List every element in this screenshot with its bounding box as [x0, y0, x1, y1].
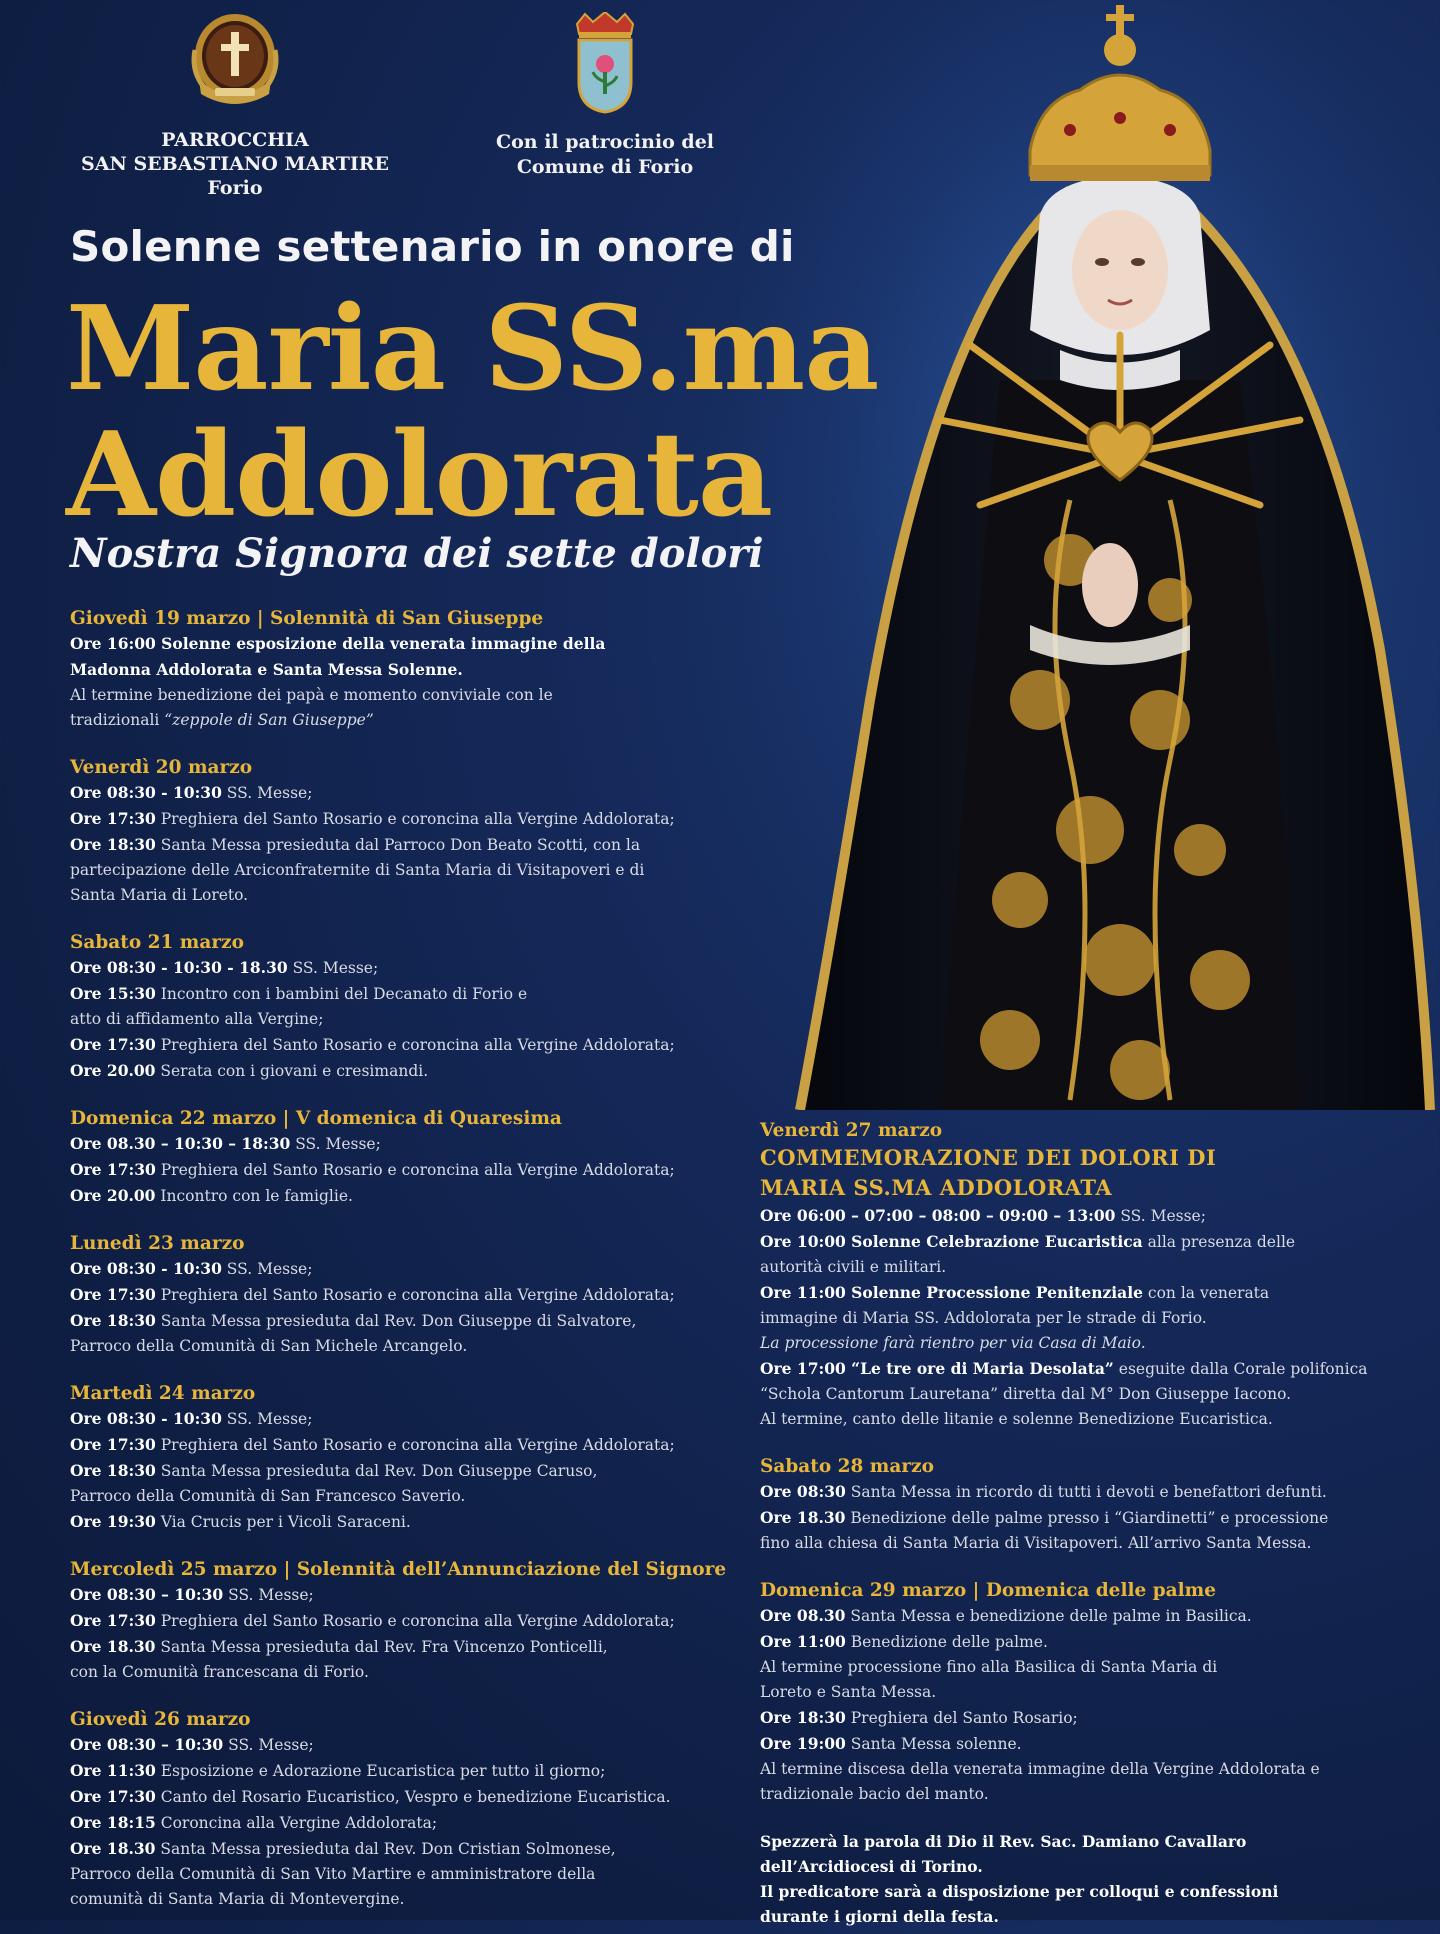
schedule-text: Santa Maria di Loreto. — [70, 886, 249, 904]
schedule-time: Ore 08:30 – 10:30 — [70, 1585, 224, 1604]
schedule-time: Ore 17:30 — [70, 1035, 156, 1054]
schedule-time: Ore 20.00 — [70, 1186, 156, 1205]
schedule-time: Ore 18:30 — [70, 1461, 156, 1480]
schedule-line — [70, 1784, 730, 1810]
schedule-line — [760, 1680, 1400, 1705]
schedule-text: SS. Messe; — [287, 959, 379, 977]
schedule-time: Ore 08:30 – 10:30 — [70, 1735, 224, 1754]
schedule-line — [760, 1705, 1400, 1731]
schedule-line — [70, 1256, 730, 1282]
schedule-line — [760, 1407, 1400, 1432]
schedule-time: Ore 19:30 — [70, 1512, 156, 1531]
schedule-line — [70, 981, 730, 1007]
schedule-text: Canto del Rosario Eucaristico, Vespro e benedizione Eucaristica. — [155, 1788, 671, 1806]
schedule-time: Ore 17:30 — [70, 809, 156, 828]
schedule-line — [760, 1655, 1400, 1680]
day-block — [760, 1118, 1400, 1432]
schedule-text: Preghiera del Santo Rosario e coroncina alla Vergine Addolorata; — [155, 1436, 675, 1454]
schedule-text: con la venerata — [1142, 1284, 1270, 1302]
schedule-line — [70, 1758, 730, 1784]
schedule-text: Santa Messa solenne. — [845, 1735, 1022, 1753]
day-block — [760, 1454, 1400, 1556]
schedule-line — [70, 1334, 730, 1359]
schedule-text: SS. Messe; — [223, 1586, 314, 1604]
schedule-text: Benedizione delle palme. — [845, 1633, 1048, 1651]
schedule-line — [760, 1531, 1400, 1556]
schedule-line — [760, 1382, 1400, 1407]
schedule-italic-text: La processione farà rientro per via Casa di Maio. — [760, 1334, 1146, 1352]
day-block — [70, 1106, 730, 1209]
schedule-line — [70, 1634, 730, 1660]
day-heading: Giovedì 26 marzo — [70, 1709, 251, 1730]
schedule-text: Santa Messa presieduta dal Rev. Don Giuseppe Caruso, — [155, 1462, 598, 1480]
schedule-time: Ore 08:30 - 10:30 — [70, 1259, 222, 1278]
schedule-time: Ore 11:00 — [760, 1632, 846, 1651]
preacher-note-line: Il predicatore sarà a disposizione per colloqui e confessioni — [760, 1882, 1279, 1901]
schedule-time: Ore 18:15 — [70, 1813, 156, 1832]
schedule-time: Ore 18.30 — [70, 1839, 156, 1858]
subtitle: Nostra Signora dei sette dolori — [70, 530, 764, 577]
schedule-time: Ore 17:30 — [70, 1160, 156, 1179]
schedule-time: Ore 15:30 — [70, 984, 156, 1003]
schedule-line — [760, 1331, 1400, 1356]
schedule-text: SS. Messe; — [1115, 1207, 1206, 1225]
schedule-line — [760, 1603, 1400, 1629]
day-heading: Giovedì 19 marzo | Solennità di San Giuseppe — [70, 608, 544, 629]
main-title — [66, 281, 879, 543]
schedule-time: Ore 11:30 — [70, 1761, 156, 1780]
preacher-note-line: dell’Arcidiocesi di Torino. — [760, 1857, 983, 1876]
day-heading: Martedì 24 marzo — [70, 1383, 256, 1404]
schedule-text: Santa Messa presieduta dal Parroco Don Beato Scotti, con la — [155, 836, 641, 854]
day-heading: Mercoledì 25 marzo | Solennità dell’Annunciazione del Signore — [70, 1559, 727, 1580]
patron-header — [470, 12, 740, 180]
day-block — [70, 1557, 730, 1685]
schedule-line — [760, 1505, 1400, 1531]
schedule-line — [70, 1058, 730, 1084]
schedule-line — [70, 1183, 730, 1209]
schedule-time: Ore 17:30 — [70, 1611, 156, 1630]
schedule-line — [760, 1757, 1400, 1782]
schedule-time: Ore 18.30 — [70, 1637, 156, 1656]
schedule-text: fino alla chiesa di Santa Maria di Visitapoveri. All’arrivo Santa Messa. — [760, 1534, 1312, 1552]
schedule-line — [70, 1406, 730, 1432]
schedule-italic-text: “zeppole di San Giuseppe” — [164, 711, 374, 729]
schedule-line — [70, 631, 730, 657]
schedule-right-column — [760, 1118, 1400, 1929]
schedule-line — [70, 708, 730, 733]
day-heading: Sabato 21 marzo — [70, 932, 244, 953]
day-block — [70, 1231, 730, 1359]
schedule-line — [70, 1862, 730, 1887]
schedule-text: alla presenza delle — [1142, 1233, 1296, 1251]
schedule-time: Ore 08:30 - 10:30 - 18.30 — [70, 958, 288, 977]
schedule-text: Loreto e Santa Messa. — [760, 1683, 937, 1701]
schedule-time: Ore 10:00 Solenne Celebrazione Eucaristica — [760, 1232, 1143, 1251]
schedule-text: Serata con i giovani e cresimandi. — [155, 1062, 429, 1080]
day-heading: Domenica 22 marzo | V domenica di Quaresima — [70, 1108, 562, 1129]
schedule-line — [70, 832, 730, 858]
schedule-text: Al termine processione fino alla Basilica di Santa Maria di — [760, 1658, 1218, 1676]
event-kicker: Solenne settenario in onore di — [70, 222, 795, 271]
day-heading: Venerdì 20 marzo — [70, 757, 253, 778]
schedule-line — [760, 1479, 1400, 1505]
schedule-text: Via Crucis per i Vicoli Saraceni. — [155, 1513, 411, 1531]
schedule-text: atto di affidamento alla Vergine; — [70, 1010, 324, 1028]
schedule-time: Ore 17:30 — [70, 1435, 156, 1454]
day-block — [70, 930, 730, 1084]
schedule-text: Parroco della Comunità di San Michele Arcangelo. — [70, 1337, 468, 1355]
day-heading: Sabato 28 marzo — [760, 1456, 934, 1477]
schedule-time: Ore 20.00 — [70, 1061, 156, 1080]
schedule-text: Preghiera del Santo Rosario e coroncina alla Vergine Addolorata; — [155, 1612, 675, 1630]
preacher-note — [760, 1829, 1400, 1929]
comune-coat-of-arms-icon — [571, 12, 639, 114]
schedule-line — [70, 1131, 730, 1157]
schedule-line — [70, 806, 730, 832]
schedule-line — [70, 1484, 730, 1509]
schedule-line — [760, 1731, 1400, 1757]
schedule-text: Al termine benedizione dei papà e momento conviviale con le — [70, 686, 553, 704]
schedule-line — [760, 1306, 1400, 1331]
schedule-text: Incontro con i bambini del Decanato di Forio e — [155, 985, 528, 1003]
schedule-line — [70, 1509, 730, 1535]
schedule-line — [70, 1308, 730, 1334]
parish-cross-emblem-icon — [189, 10, 281, 110]
schedule-text: immagine di Maria SS. Addolorata per le strade di Forio. — [760, 1309, 1207, 1327]
schedule-text: Santa Messa presieduta dal Rev. Fra Vincenzo Ponticelli, — [155, 1638, 608, 1656]
schedule-text: Preghiera del Santo Rosario e coroncina alla Vergine Addolorata; — [155, 1161, 675, 1179]
schedule-text: Benedizione delle palme presso i “Giardinetti” e processione — [845, 1509, 1329, 1527]
schedule-line — [760, 1255, 1400, 1280]
schedule-text: partecipazione delle Arciconfraternite di Santa Maria di Visitapoveri e di — [70, 861, 645, 879]
schedule-text: Esposizione e Adorazione Eucaristica per tutto il giorno; — [155, 1762, 606, 1780]
parish-name-line: PARROCCHIA — [161, 129, 309, 151]
schedule-line — [70, 1660, 730, 1685]
schedule-line — [760, 1629, 1400, 1655]
schedule-line — [70, 1608, 730, 1634]
schedule-line — [70, 1432, 730, 1458]
parish-name-line: Forio — [207, 177, 263, 199]
schedule-text: Santa Messa e benedizione delle palme in Basilica. — [845, 1607, 1252, 1625]
schedule-line — [760, 1203, 1400, 1229]
schedule-text: Al termine, canto delle litanie e solenne Benedizione Eucaristica. — [760, 1410, 1273, 1428]
schedule-text: comunità di Santa Maria di Montevergine. — [70, 1890, 405, 1908]
schedule-time: Ore 08:30 - 10:30 — [70, 1409, 222, 1428]
day-block — [760, 1578, 1400, 1807]
schedule-time: Ore 16:00 Solenne esposizione della venerata immagine della — [70, 634, 606, 653]
day-block — [70, 1381, 730, 1535]
parish-name-line: SAN SEBASTIANO MARTIRE — [81, 153, 389, 175]
day-block — [70, 1707, 730, 1912]
patron-line: Con il patrocinio del — [495, 131, 715, 153]
schedule-line — [760, 1229, 1400, 1255]
schedule-line — [70, 1282, 730, 1308]
schedule-text: Incontro con le famiglie. — [155, 1187, 353, 1205]
schedule-text: Preghiera del Santo Rosario e coroncina alla Vergine Addolorata; — [155, 1036, 675, 1054]
preacher-note-line: durante i giorni della festa. — [760, 1907, 999, 1926]
main-title-line: Maria SS.ma — [66, 281, 879, 417]
schedule-text: autorità civili e militari. — [760, 1258, 947, 1276]
schedule-line — [70, 1810, 730, 1836]
schedule-line — [70, 1032, 730, 1058]
schedule-text: SS. Messe; — [290, 1135, 381, 1153]
schedule-line — [70, 883, 730, 908]
schedule-time: Ore 17:30 — [70, 1285, 156, 1304]
day-heading: Venerdì 27 marzo — [760, 1120, 943, 1141]
schedule-time: Ore 18:30 — [760, 1708, 846, 1727]
schedule-time: Ore 18.30 — [760, 1508, 846, 1527]
day-block — [70, 606, 730, 733]
addolorata-statue-image — [740, 0, 1440, 1110]
schedule-line — [70, 1582, 730, 1608]
schedule-line — [70, 780, 730, 806]
schedule-text: Santa Messa presieduta dal Rev. Don Cristian Solmonese, — [155, 1840, 616, 1858]
schedule-text: SS. Messe; — [221, 1260, 313, 1278]
schedule-text: SS. Messe; — [221, 784, 313, 802]
schedule-time: Ore 08:30 — [760, 1482, 846, 1501]
schedule-time: Ore 18:30 — [70, 1311, 156, 1330]
schedule-time: Ore 17:30 — [70, 1787, 156, 1806]
schedule-text: con la Comunità francescana di Forio. — [70, 1663, 369, 1681]
schedule-text: Coroncina alla Vergine Addolorata; — [155, 1814, 438, 1832]
schedule-time: Ore 11:00 Solenne Processione Penitenziale — [760, 1283, 1143, 1302]
schedule-text: tradizionale bacio del manto. — [760, 1785, 989, 1803]
schedule-time: Ore 19:00 — [760, 1734, 846, 1753]
schedule-text: Preghiera del Santo Rosario e coroncina alla Vergine Addolorata; — [155, 1286, 675, 1304]
schedule-line — [70, 1887, 730, 1912]
schedule-line — [760, 1356, 1400, 1382]
day-subheading: MARIA SS.MA ADDOLORATA — [760, 1175, 1113, 1200]
schedule-line — [760, 1280, 1400, 1306]
schedule-line — [70, 858, 730, 883]
day-subheading: COMMEMORAZIONE DEI DOLORI DI — [760, 1145, 1217, 1170]
schedule-line — [760, 1782, 1400, 1807]
schedule-line — [70, 1007, 730, 1032]
schedule-text: tradizionali — [70, 711, 165, 729]
day-block — [70, 755, 730, 908]
patron-line: Comune di Forio — [516, 156, 694, 178]
schedule-line — [70, 1836, 730, 1862]
schedule-time: Ore 08:30 - 10:30 — [70, 783, 222, 802]
schedule-line — [70, 1157, 730, 1183]
schedule-text: “Schola Cantorum Lauretana” diretta dal M° Don Giuseppe Iacono. — [760, 1385, 1292, 1403]
day-heading: Domenica 29 marzo | Domenica delle palme — [760, 1580, 1217, 1601]
schedule-line — [70, 955, 730, 981]
schedule-text: eseguite dalla Corale polifonica — [1113, 1360, 1368, 1378]
day-heading: Lunedì 23 marzo — [70, 1233, 245, 1254]
schedule-time: Madonna Addolorata e Santa Messa Solenne. — [70, 660, 463, 679]
main-title-line: Addolorata — [66, 407, 773, 543]
schedule-text: Al termine discesa della venerata immagine della Vergine Addolorata e — [760, 1760, 1320, 1778]
schedule-time: Ore 08.30 — [760, 1606, 846, 1625]
schedule-left-column — [70, 606, 730, 1934]
schedule-text: Preghiera del Santo Rosario; — [845, 1709, 1078, 1727]
schedule-line — [70, 657, 730, 683]
schedule-text: Parroco della Comunità di San Francesco Saverio. — [70, 1487, 466, 1505]
schedule-time: Ore 17:00 “Le tre ore di Maria Desolata” — [760, 1359, 1114, 1378]
schedule-time: Ore 08.30 – 10:30 – 18:30 — [70, 1134, 291, 1153]
schedule-line — [70, 1458, 730, 1484]
schedule-text: Parroco della Comunità di San Vito Martire e amministratore della — [70, 1865, 596, 1883]
schedule-text: Preghiera del Santo Rosario e coroncina alla Vergine Addolorata; — [155, 810, 675, 828]
preacher-note-line: Spezzerà la parola di Dio il Rev. Sac. Damiano Cavallaro — [760, 1832, 1247, 1851]
parish-header — [60, 10, 410, 200]
schedule-text: SS. Messe; — [221, 1410, 313, 1428]
schedule-line — [70, 1732, 730, 1758]
schedule-text: SS. Messe; — [223, 1736, 314, 1754]
schedule-text: Santa Messa in ricordo di tutti i devoti e benefattori defunti. — [845, 1483, 1327, 1501]
schedule-time: Ore 06:00 – 07:00 – 08:00 – 09:00 – 13:00 — [760, 1206, 1116, 1225]
schedule-text: Santa Messa presieduta dal Rev. Don Giuseppe di Salvatore, — [155, 1312, 637, 1330]
schedule-time: Ore 18:30 — [70, 835, 156, 854]
schedule-line — [70, 683, 730, 708]
